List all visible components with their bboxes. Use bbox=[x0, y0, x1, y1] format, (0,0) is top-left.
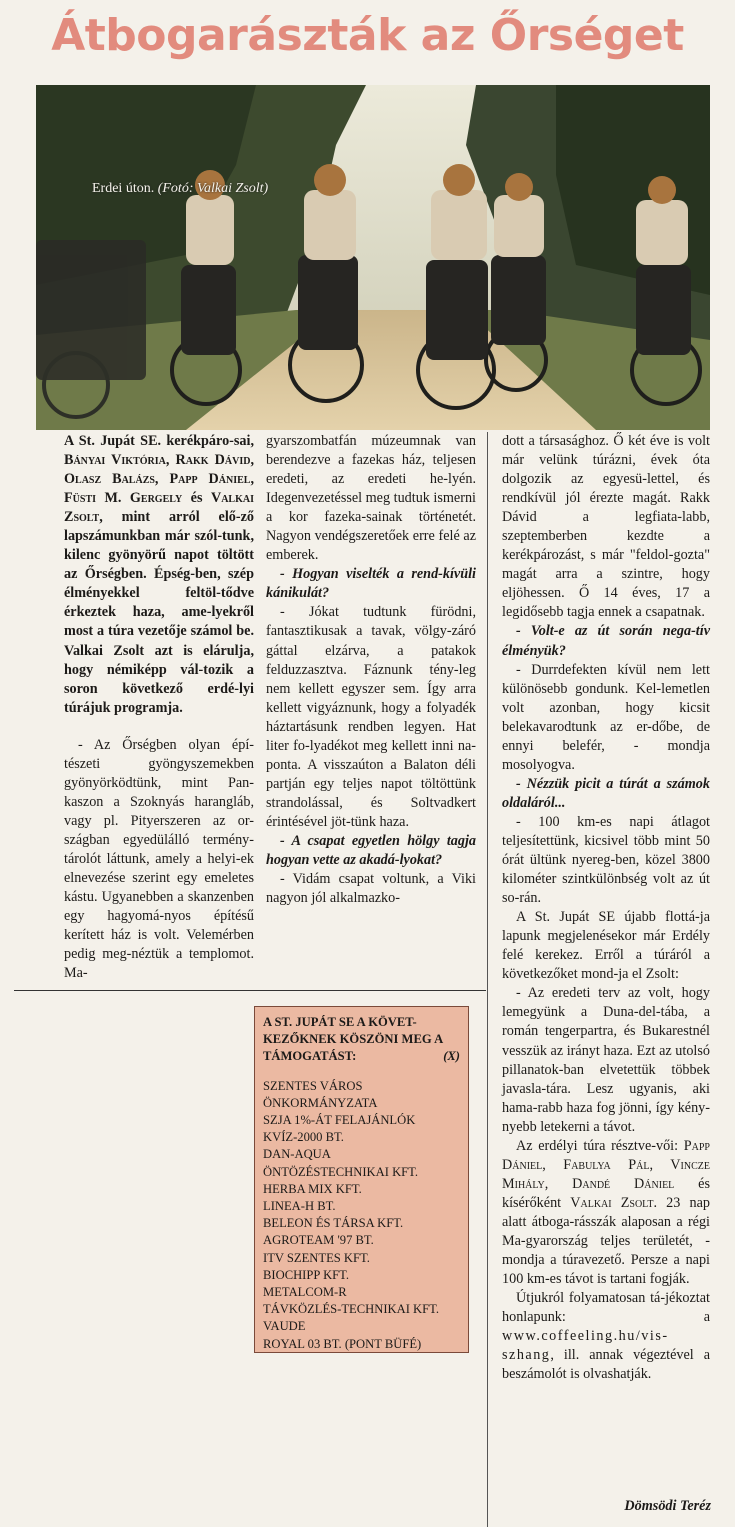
sponsor-item: BIOCHIPP KFT. bbox=[263, 1267, 350, 1282]
sponsor-item: LINEA-H BT. bbox=[263, 1199, 336, 1214]
sponsor-item: TÁVKÖZLÉS-TECHNIKAI KFT. bbox=[263, 1302, 440, 1317]
body-paragraph: - Durrdefekten kívül nem lett különösebb gondunk. Kel-lemetlen volt azonban, hogy kicsit belekavarodtunk az er-dőbe, de ennyi belefér, - mondja mosolyogva. bbox=[502, 661, 710, 773]
sponsor-item: SZJA 1%-ÁT FELAJÁNLÓK bbox=[263, 1113, 416, 1128]
author-byline: Dömsödi Teréz bbox=[624, 1498, 711, 1514]
website-paragraph: Útjukról folyamatosan tá-jékoztat honlapunk: a www.coffeeling.hu/vis-szhang, ill. annak végeztével a beszámolót is olvashatják. bbox=[502, 1290, 710, 1383]
sponsor-item: ITV SZENTES KFT. bbox=[263, 1250, 370, 1265]
sponsor-item: HERBA MIX KFT. bbox=[263, 1181, 362, 1196]
sponsor-item: SZENTES VÁROS ÖNKORMÁNYZATA bbox=[263, 1078, 378, 1110]
body-paragraph: - Vidám csapat voltunk, a Viki nagyon jól alkalmazko- bbox=[266, 871, 476, 907]
body-paragraph: - 100 km-es napi átlagot teljesítettünk, kicsivel több mint 50 órát ültünk nyereg-ben, közel 3800 kilométer szintkülönbség volt az út so-rán. bbox=[502, 813, 710, 907]
body-paragraph: - Az eredeti terv az volt, hogy lemegyünk a Duna-del-tába, a román tengerpartra, és Bukarestnél vesszük az irányt haza. Ezt az utolsó pillanatok-ban elvetettük többek javasla-tára. Lesz ugyanis, aki hama-rabb haza fog jönni, így kény-nyebb letekerni a távot. bbox=[502, 985, 710, 1135]
sponsor-item: METALCOM-R bbox=[263, 1285, 347, 1300]
interview-question: - A csapat egyetlen hölgy tagja hogyan vette az akadá-lyokat? bbox=[266, 832, 476, 869]
article-column-2 bbox=[266, 432, 476, 908]
article-column-3 bbox=[502, 432, 710, 1384]
caption-text: Erdei úton. bbox=[92, 181, 155, 196]
interview-question: - Hogyan viselték a rend-kívüli kánikulát? bbox=[266, 566, 476, 602]
sponsor-item: ROYAL 03 BT. (PONT BÜFÉ) bbox=[263, 1336, 422, 1351]
photo-credit: (Fotó: Valkai Zsolt) bbox=[157, 181, 269, 196]
column-divider-vertical bbox=[487, 432, 488, 1527]
interview-question: - Nézzük picit a túrát a számok oldaláról... bbox=[502, 775, 710, 811]
advert-mark: (X) bbox=[443, 1049, 460, 1064]
sponsor-list bbox=[263, 1078, 460, 1353]
photo-caption bbox=[92, 181, 268, 197]
lead-paragraph: A St. Jupát SE. kerékpáro-sai, Bányai Viktória, Rakk Dávid, Olasz Balázs, Papp Dániel, Füsti M. Gergely és Valkai Zsolt, mint arról elő-ző lapszámunkban már szól-tunk, kilenc gyönyörű napot töltött az Őrségben. Épség-ben, szép élményekkel feltöl-tődve érkeztek haza, ame-lyekről most a túra vezetője számol be. Valkai Zsolt azt is elárulja, hogy némiképp vál-tozik a soron következő erdé-lyi túrájuk programja. bbox=[64, 433, 254, 716]
sponsor-item: KVÍZ-2000 BT. bbox=[263, 1130, 344, 1145]
article-column-1 bbox=[64, 432, 254, 983]
cyclists-photo-illustration bbox=[36, 85, 710, 430]
article-headline: Átbogarászták az Őrséget bbox=[51, 10, 684, 61]
website-link[interactable]: www.coffeeling.hu/vis-szhang bbox=[502, 1328, 669, 1364]
sponsor-item: BELEON ÉS TÁRSA KFT. bbox=[263, 1216, 404, 1231]
column-divider-horizontal bbox=[14, 990, 486, 991]
body-paragraph: - Jókat tudtunk fürödni, fantasztikusak a tavak, völgy-záró gáttal elzárva, a patakok felduzzasztva. Fáznunk tény-leg nem kellett egyszer sem. Így arra kellett vigyáznunk, hogy a folyadék háztartásunk rendben legyen. Hat liter fo-lyadékot meg kellett inni na-ponta. A visszaúton a Balaton déli partján egy teljes napot töltöttünk strandolással, és Soltvadkert érintésével jöt-tünk haza. bbox=[266, 604, 476, 830]
sponsor-item: VAUDE bbox=[263, 1319, 306, 1334]
sponsor-item: DAN-AQUA bbox=[263, 1147, 331, 1162]
body-paragraph: gyarszombatfán múzeumnak van berendezve a fazekas ház, teljesen eredeti, az eredeti he-lyén. Idegenvezetéssel meg tudtuk ismerni a kor fazeka-sainak történetét. Nagyon vendégszeretőek erre felé az emberek. bbox=[266, 433, 476, 564]
article-photo bbox=[36, 85, 710, 430]
body-paragraph: - Az Őrségben olyan épí-tészeti gyöngyszemekben gyönyörködtünk, mint Pan-kaszon a Szoknyás harangláb, vagy pl. Pityerszeren az or-szágban egyedülálló termény-tárolót láttunk, amely a helyi-ek elnevezése szerint egy emeletes kástu. Ugyanebben a skanzenben egy hagyomá-nyos építésű kerített ház is volt. Velemérben pedig meg-néztük a templomot. Ma- bbox=[64, 736, 254, 982]
participants-paragraph: Az erdélyi túra résztve-vői: Papp Dániel, Fabulya Pál, Vincze Mihály, Dandé Dániel és kísérőként Valkai Zsolt. 23 nap alatt átboga-rásszák alaposan a régi Ma-gyarország teljes területét, - mondja a túravezető. Persze a napi 100 km-es távot is tartani fogják. bbox=[502, 1137, 710, 1288]
sponsor-title: A ST. JUPÁT SE A KÖVET-KEZŐKNEK KÖSZÖNI MEG A TÁMOGATÁST: (X) bbox=[263, 1014, 460, 1066]
sponsor-box bbox=[254, 1006, 469, 1353]
body-paragraph: A St. Jupát SE újabb flottá-ja lapunk megjelenésekor már Erdély felé kerekez. Erről a túráról a következőket mond-ja el Zsolt: bbox=[502, 909, 710, 983]
body-paragraph: dott a társasághoz. Ő két éve is volt már velünk túrázni, évek óta dolgozik az egyesü-lettel, és rendkívül jól érezte magát. Rakk Dávid a legfiata-labb, szeptemberben kezdte a kerékpározást, s már "feldol-gozta" magát arra a szintre, hogy eljöhessen. Ő 14 éves, 17 a legidősebb tagja ennek a csapatnak. bbox=[502, 433, 710, 621]
sponsor-item: AGROTEAM '97 BT. bbox=[263, 1233, 374, 1248]
interview-question: - Volt-e az út során nega-tív élményük? bbox=[502, 623, 710, 659]
sponsor-item: ÖNTÖZÉSTECHNIKAI KFT. bbox=[263, 1164, 419, 1179]
